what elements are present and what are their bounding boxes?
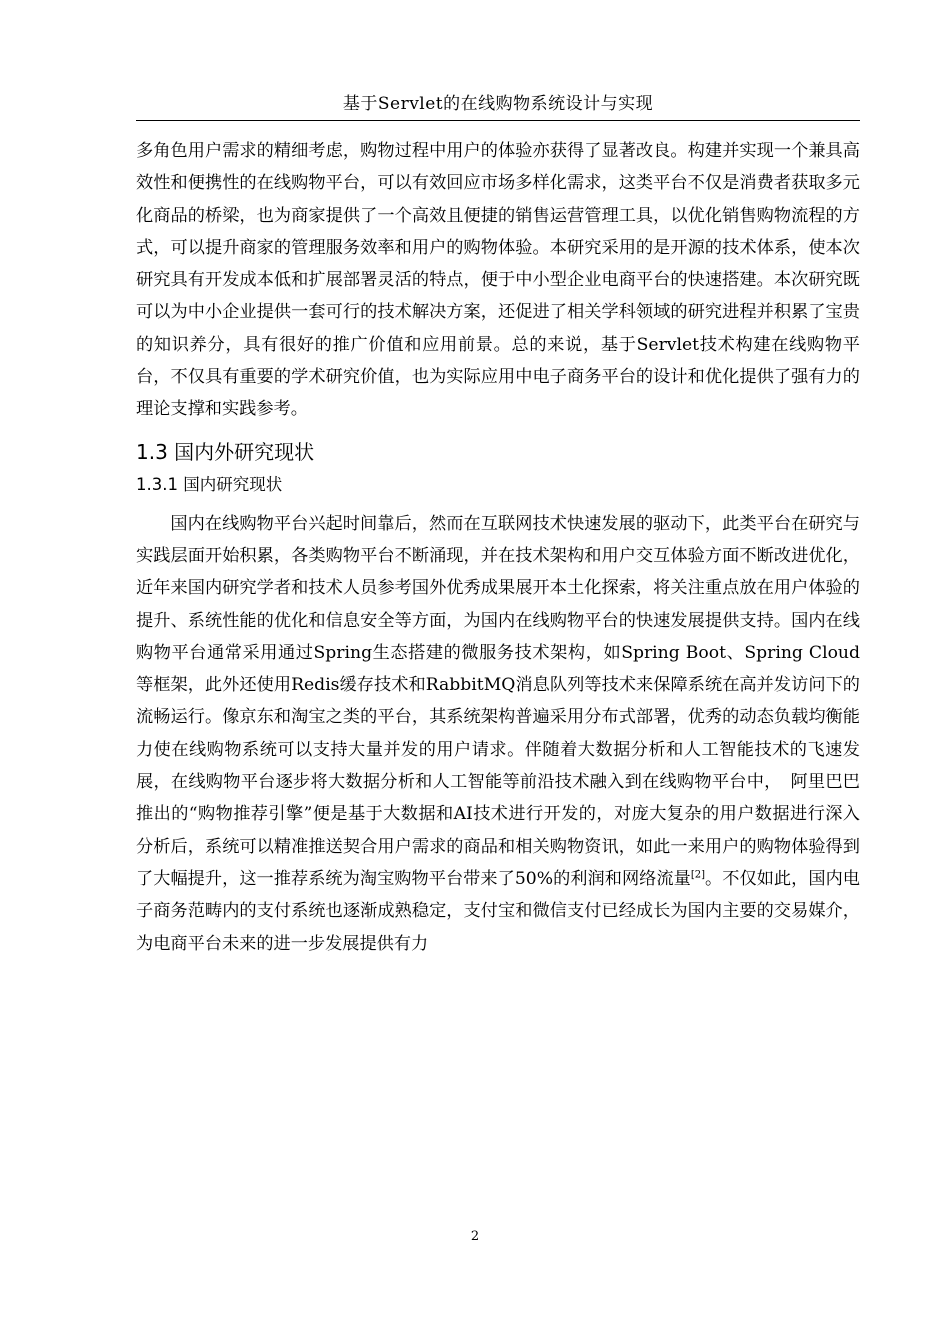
paragraph-text-continued: 。不仅如此，国内电子商务范畴内的支付系统也逐渐成熟稳定，支付宝和微信支付已经成长为国内主要的交易媒介，为电商平台未来的进一步发展提供有力 (136, 868, 860, 954)
running-header: 基于Servlet的在线购物系统设计与实现 (342, 94, 654, 114)
body-text (136, 135, 860, 960)
paragraph-continued: 多角色用户需求的精细考虑，购物过程中用户的体验亦获得了显著改良。构建并实现一个兼具高效性和便携性的在线购物平台，可以有效回应市场多样化需求，这类平台不仅是消费者获取多元化商品的桥梁，也为商家提供了一个高效且便捷的销售运营管理工具，以优化销售购物流程的方式，可以提升商家的管理服务效率和用户的购物体验。本研究采用的是开源的技术体系，使本次研究具有开发成本低和扩展部署灵活的特点，便于中小型企业电商平台的快速搭建。本次研究既可以为中小企业提供一套可行的技术解决方案，还促进了相关学科领域的研究进程并积累了宝贵的知识养分，具有很好的推广价值和应用前景。总的来说，基于Servlet技术构建在线购物平台，不仅具有重要的学术研究价值，也为实际应用中电子商务平台的设计和优化提供了强有力的理论支撑和实践参考。 (136, 141, 860, 420)
citation-marker: [2] (690, 869, 705, 881)
section-heading: 1.3 国内外研究现状 (136, 439, 315, 464)
paragraph-text: 国内在线购物平台兴起时间靠后，然而在互联网技术快速发展的驱动下，此类平台在研究与实践层面开始积累，各类购物平台不断涌现，并在技术架构和用户交互体验方面不断改进优化，近年来国内研究学者和技术人员参考国外优秀成果展开本土化探索，将关注重点放在用户体验的提升、系统性能的优化和信息安全等方面，为国内在线购物平台的快速发展提供支持。国内在线购物平台通常采用通过Spring生态搭建的微服务技术架构，如Spring Boot、Spring Cloud等框架，此外还使用Redis缓存技术和RabbitMQ消息队列等技术来保障系统在高并发访问下的流畅运行。像京东和淘宝之类的平台，其系统架构普遍采用分布式部署，优秀的动态负载均衡能力使在线购物系统可以支持大量并发的用户请求。伴随着大数据分析和人工智能技术的飞速发展，在线购物平台逐步将大数据分析和人工智能等前沿技术融入到在线购物平台中， 阿里巴巴推出的“购物推荐引擎”便是基于大数据和AI技术进行开发的，对庞大复杂的用户数据进行深入分析后，系统可以精准推送契合用户需求的商品和相关购物资讯，如此一来用户的购物体验得到了大幅提升，这一推荐系统为淘宝购物平台带来了50%的利润和网络流量 (136, 513, 860, 889)
page-number: 2 (470, 1229, 480, 1244)
paragraph-domestic-research (136, 508, 860, 960)
header-rule (136, 120, 860, 121)
subsection-heading: 1.3.1 国内研究现状 (136, 474, 283, 494)
